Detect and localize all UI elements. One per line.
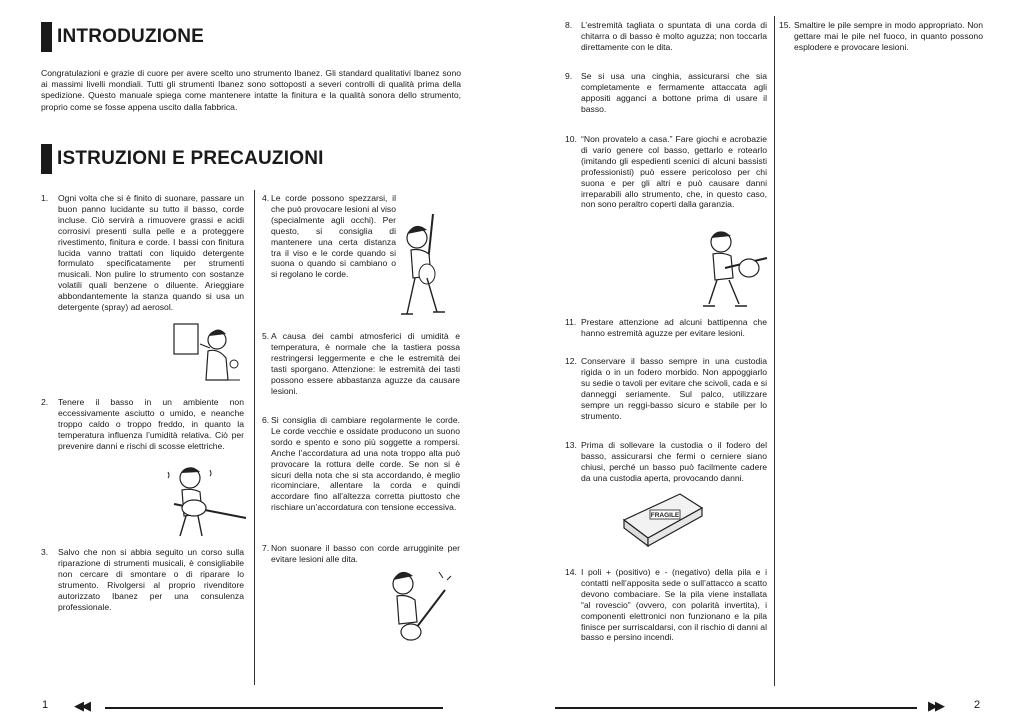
item-text: Smaltire le pile sempre in modo appropriato. Non gettare mai le pile nel fuoco, in quanto possono esplodere e provocare lesioni. <box>794 20 983 52</box>
item-number: 3. <box>41 547 49 557</box>
heading-introduzione <box>41 22 204 52</box>
item-number: 1. <box>41 193 49 203</box>
list-item <box>565 440 767 484</box>
list-item <box>565 317 767 339</box>
heading-bar <box>41 22 52 52</box>
item-text: Si consiglia di cambiare regolarmente le corde. Le corde vecchie e ossidate producono un suono sordo e spento e sono più soggette a rompersi. Anche l’accordatura ad una nota troppo alta può provocare la rottura delle corde. Se non si è sicuri della nota che si sta accordando, è meglio ricominciare, allentare la corda e quindi accordare fino all’altezza corretta piuttosto che rischiare un’accordatura con tensione eccessiva. <box>271 415 460 513</box>
footer-rule-left <box>105 707 443 709</box>
list-item <box>565 567 767 643</box>
list-item <box>779 20 983 53</box>
item-text: Se si usa una cinghia, assicurarsi che sia completamente e fermamente attaccata agli appositi agganci a bottone prima di usare il basso. <box>581 71 767 114</box>
bassist-sweating-illustration <box>160 462 250 540</box>
list-item <box>41 547 244 612</box>
item-text: I poli + (positivo) e - (negativo) della pila e i contatti nell’apposita sede o sull’attacco a scatto devono combaciare. Se la pila viene installata “al rovescio” (ovvero, con polarità invertita), i componenti elettronici non funzionano e la pila finisce per surriscaldarsi, con il rischio di danni al basso e persino incendi. <box>581 567 767 643</box>
item-text: Salvo che non si abbia seguito un corso sulla riparazione di strumenti musicali, è consigliabile non cercare di smontare o di riparare lo strumento. Rivolgersi al proprio rivenditore autorizzato Ibanez per una consulenza professionale. <box>58 547 244 612</box>
list-item <box>565 134 767 210</box>
list-item <box>41 193 244 313</box>
item-number: 13. <box>565 440 577 450</box>
item-number: 8. <box>565 20 573 30</box>
item-text: “Non provatelo a casa.” Fare giochi e acrobazie di vario genere col basso, gettarlo e rotearlo (imitando gli espedienti scenici di alcuni bassisti professionisti) può essere pericoloso per chi suona e per gli altri e può causare danni irreparabili allo strumento, che, in questo caso, non sono peraltro coperti dalla garanzia. <box>581 134 767 210</box>
list-item <box>565 20 767 53</box>
item-text: Ogni volta che si è finito di suonare, passare un buon panno lucidante su tutto il basso, corde incluse. Ciò servirà a rimuovere grassi e acidi corrosivi presenti sulla pelle e a proteggere rivestimento, finitura e corde. I bassi con finitura lucida vanno trattati con liquido detergente formulato specificatamente per strumenti musicali. Non pulire lo strumento con sostanze volatili quali benzene o diluente. Arieggiare abbondantemente la stanza quando si usa un detergente (spray) ad aerosol. <box>58 193 244 313</box>
list-item <box>565 71 767 115</box>
item-text: Prima di sollevare la custodia o il fodero del basso, assicurarsi che fermi o cerniere siano chiusi, perché un basso può facilmente cadere da una custodia aperta, provocando danni. <box>581 440 767 483</box>
list-item <box>262 543 460 565</box>
page-number-right: 2 <box>974 699 981 711</box>
heading-text: ISTRUZIONI E PRECAUZIONI <box>57 148 324 169</box>
fragile-case-illustration <box>620 490 705 548</box>
previous-page-icon[interactable]: ◀◀ <box>74 698 88 713</box>
item-text: Conservare il basso sempre in una custodia rigida o in un fodero morbido. Non appoggiarlo su sedie o tavoli per evitare che scivoli, cada e si danneggi seriamente. Sul palco, utilizzare sempre un reggi-basso sicuro e stabile per lo strumento. <box>581 356 767 421</box>
item-number: 6. <box>262 415 270 425</box>
item-number: 15. <box>779 20 791 30</box>
bassist-rusty-strings-illustration <box>385 566 457 648</box>
next-page-icon[interactable]: ▶▶ <box>928 698 942 713</box>
list-item <box>565 356 767 421</box>
list-item <box>41 397 244 452</box>
item-number: 12. <box>565 356 577 366</box>
item-text: L’estremità tagliata o spuntata di una corda di chitarra o di basso è molto aguzza; non toccarla direttamente con le dita. <box>581 20 767 52</box>
column-divider <box>774 16 775 686</box>
item-number: 4. <box>262 193 270 203</box>
heading-bar <box>41 144 52 174</box>
heading-text: INTRODUZIONE <box>57 26 205 47</box>
item-text: Non suonare il basso con corde arrugginite per evitare lesioni alle dita. <box>271 543 460 564</box>
bassist-face-illustration <box>397 212 459 320</box>
list-item <box>262 331 460 396</box>
column-divider <box>254 190 255 685</box>
cleaning-illustration <box>160 318 245 388</box>
bassist-acrobatics-illustration <box>695 228 769 310</box>
heading-istruzioni <box>41 144 324 174</box>
intro-paragraph: Congratulazioni e grazie di cuore per avere scelto uno strumento Ibanez. Gli standard qualitativi Ibanez sono ai massimi livelli mondiali. Tutti gli strumenti Ibanez sono sottoposti a severi controlli di qualità prima della spedizione. Questo manuale spiega come mantenere intatte la finitura e la qualità sonora dello strumento, proprio come se fosse appena uscito dalla fabbrica. <box>41 68 461 112</box>
item-number: 14. <box>565 567 577 577</box>
fragile-label: FRAGILE <box>650 512 680 519</box>
item-number: 11. <box>565 317 577 327</box>
item-number: 5. <box>262 331 270 341</box>
item-number: 9. <box>565 71 573 81</box>
item-text: Le corde possono spezzarsi, il che può provocare lesioni al viso (specialmente agli occhi). Per questo, si consiglia di mantenere una certa distanza tra il viso e le corde quando si suona o quando si cambiano o si regolano le corde. <box>271 193 396 280</box>
footer-rule-right <box>555 707 917 709</box>
page-number-left: 1 <box>42 699 49 711</box>
item-number: 7. <box>262 543 270 553</box>
item-text: A causa dei cambi atmosferici di umidità e temperatura, è normale che la tastiera possa restringersi leggermente e che le estremità dei tasti sporgano. Attenzione: le estremità dei tasti possono essere abbastanza aguzze da causare lesioni. <box>271 331 460 396</box>
list-item <box>262 415 460 513</box>
item-number: 10. <box>565 134 577 144</box>
item-text: Tenere il basso in un ambiente non eccessivamente asciutto o umido, e neanche troppo caldo o troppo freddo, in quanto la temperatura influenza l’umidità relativa. Ciò per prevenire danni e rischi di scosse elettriche. <box>58 397 244 451</box>
item-text: Prestare attenzione ad alcuni battipenna che hanno estremità aguzze per evitare lesioni. <box>581 317 767 338</box>
item-number: 2. <box>41 397 49 407</box>
